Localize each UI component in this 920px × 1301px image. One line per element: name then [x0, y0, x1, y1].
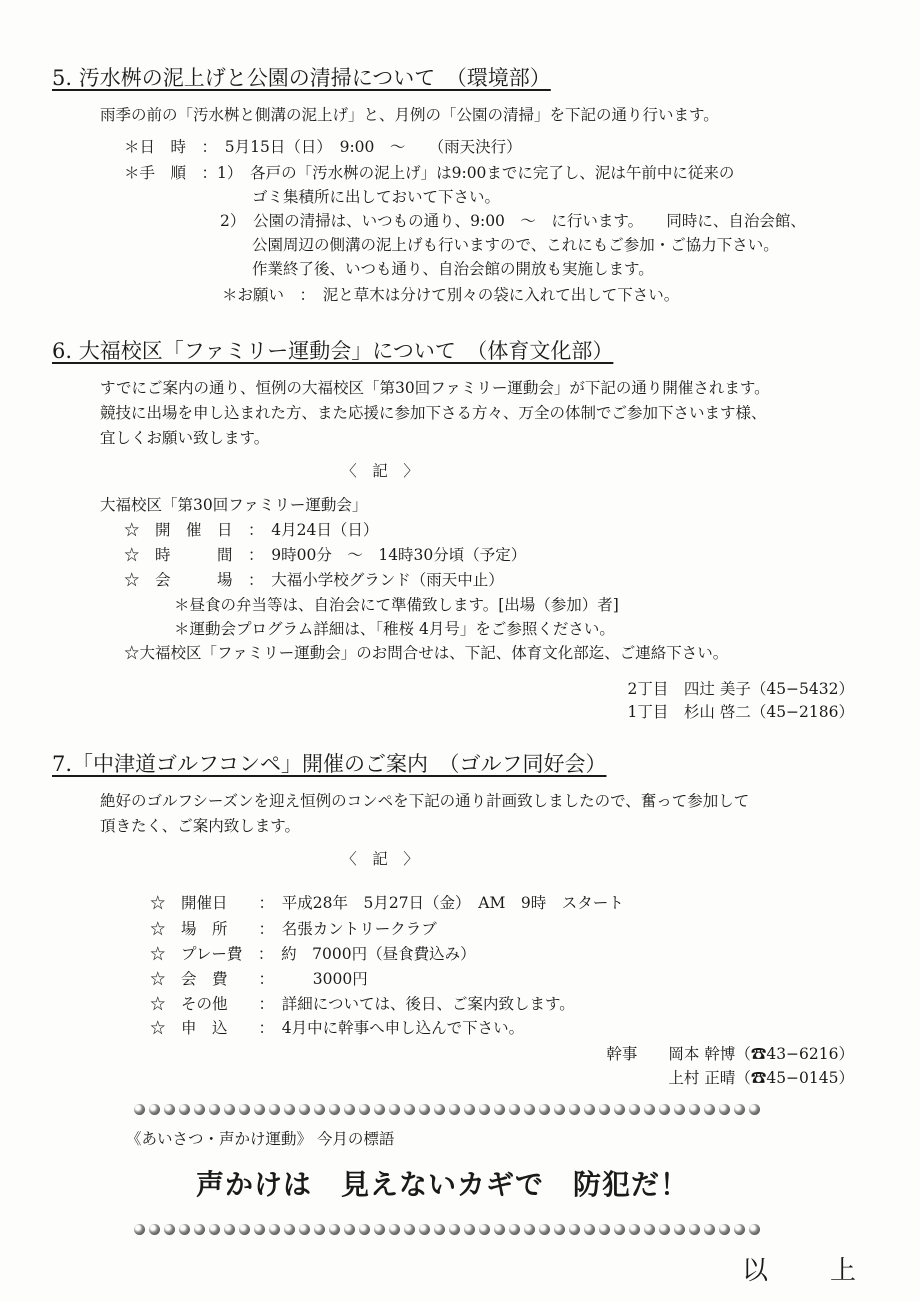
- dot-icon: [329, 1104, 340, 1115]
- dot-icon: [734, 1224, 745, 1235]
- dot-icon: [314, 1104, 325, 1115]
- section-7-date: ☆ 開催日 ： 平成28年 5月27日（金） AM 9時 スタート: [150, 894, 624, 912]
- dot-icon: [419, 1104, 430, 1115]
- section-6-date: ☆ 開 催 日 ： 4月24日（日）: [124, 521, 379, 539]
- dot-icon: [749, 1224, 760, 1235]
- dot-icon: [209, 1224, 220, 1235]
- dot-icon: [449, 1104, 460, 1115]
- dot-icon: [554, 1104, 565, 1115]
- dot-icon: [629, 1104, 640, 1115]
- section-7-organizer-1: 幹事 岡本 幹博（☎43−6216）: [606, 1045, 854, 1063]
- section-6-intro-2: 競技に出場を申し込まれた方、また応援に参加下さる方々、万全の体制でご参加下さいます様、: [100, 404, 767, 422]
- dot-icon: [689, 1224, 700, 1235]
- dot-icon: [449, 1224, 460, 1235]
- section-7-apply: ☆ 申 込 ： 4月中に幹事へ申し込んで下さい。: [150, 1019, 525, 1037]
- section-7-ki: 〈 記 〉: [341, 850, 419, 868]
- dot-icon: [179, 1224, 190, 1235]
- campaign-title: 《あいさつ・声かけ運動》 今月の標語: [126, 1130, 395, 1148]
- dot-icon: [359, 1224, 370, 1235]
- dot-icon: [254, 1224, 265, 1235]
- section-5-procedure-2c: 作業終了後、いつも通り、自治会館の開放も実施します。: [252, 260, 654, 278]
- dot-icon: [539, 1104, 550, 1115]
- section-6-note-1: ＊昼食の弁当等は、自治会にて準備致します。[出場（参加）者]: [174, 596, 619, 614]
- dot-icon: [644, 1224, 655, 1235]
- dot-icon: [149, 1104, 160, 1115]
- section-7-place: ☆ 場 所 ： 名張カントリークラブ: [150, 920, 437, 938]
- dot-icon: [299, 1224, 310, 1235]
- dot-icon: [269, 1104, 280, 1115]
- section-5-procedure-2: 2） 公園の清掃は、いつもの通り、9:00 〜 に行います。 同時に、自治会館、: [220, 212, 806, 230]
- dot-icon: [314, 1224, 325, 1235]
- dot-icon: [134, 1224, 145, 1235]
- closing-text: 以 上: [741, 1256, 874, 1286]
- dot-icon: [224, 1104, 235, 1115]
- section-5-request: ＊お願い ： 泥と草木は分けて別々の袋に入れて出して下さい。: [222, 286, 680, 304]
- section-5-procedure-1b: ゴミ集積所に出しておいて下さい。: [252, 188, 501, 206]
- dot-icon: [659, 1224, 670, 1235]
- dot-icon: [569, 1104, 580, 1115]
- dot-icon: [164, 1104, 175, 1115]
- section-6-event-name: 大福校区「第30回ファミリー運動会」: [100, 496, 368, 514]
- dot-icon: [494, 1104, 505, 1115]
- dot-icon: [509, 1224, 520, 1235]
- dot-icon: [554, 1224, 565, 1235]
- dot-icon: [419, 1224, 430, 1235]
- dot-icon: [434, 1224, 445, 1235]
- section-7-play-fee: ☆ プレー費 ： 約 7000円（昼食費込み）: [150, 945, 476, 963]
- section-6-heading: 6. 大福校区「ファミリー運動会」について （体育文化部）: [52, 339, 614, 363]
- dot-border-top: [134, 1104, 760, 1115]
- slogan: 声かけは 見えないカギで 防犯だ！: [196, 1168, 690, 1201]
- dot-icon: [194, 1224, 205, 1235]
- section-5-heading: 5. 汚水桝の泥上げと公園の清掃について （環境部）: [52, 66, 551, 90]
- dot-icon: [344, 1224, 355, 1235]
- section-7-intro-2: 頂きたく、ご案内致します。: [100, 817, 300, 835]
- dot-icon: [344, 1104, 355, 1115]
- dot-icon: [479, 1104, 490, 1115]
- dot-icon: [599, 1224, 610, 1235]
- dot-icon: [689, 1104, 700, 1115]
- dot-icon: [224, 1224, 235, 1235]
- section-6-contact-1: 2丁目 四辻 美子（45−5432）: [627, 680, 854, 698]
- dot-icon: [659, 1104, 670, 1115]
- dot-icon: [584, 1224, 595, 1235]
- dot-icon: [599, 1104, 610, 1115]
- dot-icon: [494, 1224, 505, 1235]
- dot-icon: [464, 1224, 475, 1235]
- dot-icon: [479, 1224, 490, 1235]
- dot-icon: [734, 1104, 745, 1115]
- dot-icon: [704, 1224, 715, 1235]
- dot-icon: [719, 1224, 730, 1235]
- dot-icon: [539, 1224, 550, 1235]
- dot-icon: [389, 1224, 400, 1235]
- dot-icon: [254, 1104, 265, 1115]
- dot-icon: [614, 1224, 625, 1235]
- dot-icon: [704, 1104, 715, 1115]
- dot-icon: [674, 1224, 685, 1235]
- section-6-contact-2: 1丁目 杉山 啓二（45−2186）: [627, 703, 854, 721]
- section-6-intro-3: 宜しくお願い致します。: [100, 429, 270, 447]
- dot-icon: [179, 1104, 190, 1115]
- dot-icon: [509, 1104, 520, 1115]
- dot-icon: [524, 1104, 535, 1115]
- dot-icon: [584, 1104, 595, 1115]
- dot-icon: [434, 1104, 445, 1115]
- section-7-organizer-2: 上村 正晴（☎45−0145）: [668, 1069, 854, 1087]
- section-6-ki: 〈 記 〉: [341, 462, 419, 480]
- dot-icon: [644, 1104, 655, 1115]
- dot-icon: [269, 1224, 280, 1235]
- dot-icon: [389, 1104, 400, 1115]
- dot-icon: [749, 1104, 760, 1115]
- section-5-procedure-1: ＊手 順 ：1） 各戸の「汚水桝の泥上げ」は9:00までに完了し、泥は午前中に従来の: [124, 164, 735, 182]
- dot-icon: [209, 1104, 220, 1115]
- section-5-intro: 雨季の前の「汚水桝と側溝の泥上げ」と、月例の「公園の清掃」を下記の通り行います。: [100, 106, 719, 124]
- dot-icon: [374, 1224, 385, 1235]
- section-7-heading: 7.「中津道ゴルフコンペ」開催のご案内 （ゴルフ同好会）: [52, 752, 607, 776]
- dot-icon: [134, 1104, 145, 1115]
- section-6-note-2: ＊運動会プログラム詳細は、「稚桜 4月号」をご参照ください。: [174, 620, 615, 638]
- section-6-contact: ☆大福校区「ファミリー運動会」のお問合せは、下記、体育文化部迄、ご連絡下さい。: [124, 644, 729, 662]
- section-5-procedure-2b: 公園周辺の側溝の泥上げも行いますので、これにもご参加・ご協力下さい。: [252, 236, 779, 254]
- dot-icon: [149, 1224, 160, 1235]
- section-6-time: ☆ 時 間 ： 9時00分 〜 14時30分頃（予定）: [124, 546, 527, 564]
- dot-icon: [719, 1104, 730, 1115]
- dot-icon: [299, 1104, 310, 1115]
- dot-icon: [239, 1104, 250, 1115]
- dot-icon: [194, 1104, 205, 1115]
- section-5-datetime: ＊日 時 ： 5月15日（日） 9:00 〜 （雨天決行）: [124, 138, 522, 156]
- section-6-place: ☆ 会 場 ： 大福小学校グランド（雨天中止）: [124, 571, 504, 589]
- dot-icon: [284, 1224, 295, 1235]
- section-7-dues: ☆ 会 費 ： 3000円: [150, 970, 368, 988]
- section-7-intro-1: 絶好のゴルフシーズンを迎え恒例のコンペを下記の通り計画致しましたので、奮って参加して: [100, 792, 750, 810]
- dot-icon: [464, 1104, 475, 1115]
- dot-icon: [329, 1224, 340, 1235]
- dot-icon: [629, 1224, 640, 1235]
- dot-icon: [284, 1104, 295, 1115]
- section-6-intro-1: すでにご案内の通り、恒例の大福校区「第30回ファミリー運動会」が下記の通り開催されます。: [100, 379, 770, 397]
- dot-icon: [524, 1224, 535, 1235]
- section-7-other: ☆ その他 ： 詳細については、後日、ご案内致します。: [150, 995, 575, 1013]
- dot-icon: [404, 1104, 415, 1115]
- dot-border-bottom: [134, 1224, 760, 1235]
- dot-icon: [374, 1104, 385, 1115]
- dot-icon: [674, 1104, 685, 1115]
- dot-icon: [239, 1224, 250, 1235]
- dot-icon: [569, 1224, 580, 1235]
- dot-icon: [614, 1104, 625, 1115]
- dot-icon: [404, 1224, 415, 1235]
- dot-icon: [359, 1104, 370, 1115]
- dot-icon: [164, 1224, 175, 1235]
